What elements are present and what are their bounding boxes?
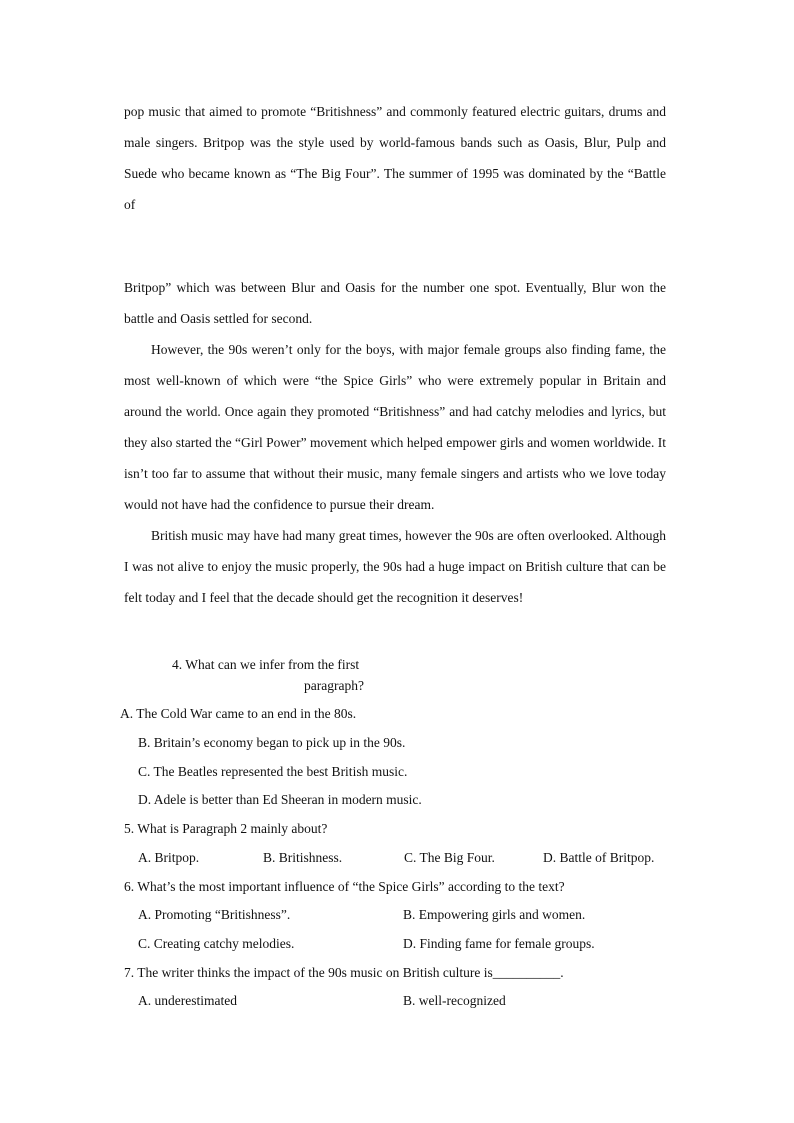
question-4-option-b: B. Britain’s economy began to pick up in the 90s. — [138, 735, 406, 750]
question-6-option-b: B. Empowering girls and women. — [403, 907, 586, 922]
question-5-option-a: A. Britpop. — [138, 850, 200, 865]
question-5-option-c: C. The Big Four. — [404, 850, 495, 865]
paragraph-2: However, the 90s weren’t only for the boys, with major female groups also finding fame, the most well-known of which were “the Spice Girls” who were extremely popular in Britain and around the world. Once again they promoted “Britishness” and had catchy melodies and lyrics, but they also started the “Girl Power” movement which helped empower girls and women worldwide. It isn’t too far to assume that without their music, many female singers and artists who we love today would not have had the confidence to pursue their dream. — [124, 342, 666, 512]
question-5-stem: 5. What is Paragraph 2 mainly about? — [124, 821, 328, 836]
paragraph-1-top: pop music that aimed to promote “Britishness” and commonly featured electric guitars, drums and male singers. Britpop was the style used by world-famous bands such as Oasis, Blur, Pulp and Suede who became known as “The Big Four”. The summer of 1995 was dominated by the “Battle of — [124, 104, 666, 212]
question-4-stem: 4. What can we infer from the first — [172, 657, 360, 672]
question-6-stem: 6. What’s the most important influence of “the Spice Girls” according to the text? — [124, 879, 565, 894]
question-6-option-d: D. Finding fame for female groups. — [403, 936, 595, 951]
question-6-options-row-2 — [138, 934, 595, 954]
paragraph-1-bottom: Britpop” which was between Blur and Oasis for the number one spot. Eventually, Blur won the battle and Oasis settled for second. — [124, 280, 666, 326]
question-4-option-d: D. Adele is better than Ed Sheeran in modern music. — [138, 792, 422, 807]
question-6-option-a: A. Promoting “Britishness”. — [138, 907, 291, 922]
question-5-option-b: B. Britishness. — [263, 850, 343, 865]
question-5-option-d: D. Battle of Britpop. — [543, 850, 655, 865]
question-7-options — [138, 991, 506, 1011]
question-4-stem-cont: paragraph? — [304, 678, 364, 693]
paragraph-3: British music may have had many great times, however the 90s are often overlooked. Although I was not alive to enjoy the music properly, the 90s had a huge impact on British culture that can be felt today and I feel that the decade should get the recognition it deserves! — [124, 528, 666, 605]
question-7-option-a: A. underestimated — [138, 993, 237, 1008]
question-6-option-c: C. Creating catchy melodies. — [138, 936, 295, 951]
question-4-option-a: A. The Cold War came to an end in the 80s. — [120, 706, 357, 721]
question-7-stem: 7. The writer thinks the impact of the 90s music on British culture is__________. — [124, 965, 564, 980]
question-5-options — [138, 848, 654, 868]
question-7-option-b: B. well-recognized — [403, 993, 506, 1008]
question-6-options-row-1 — [138, 905, 585, 925]
question-4-option-c: C. The Beatles represented the best British music. — [138, 764, 408, 779]
